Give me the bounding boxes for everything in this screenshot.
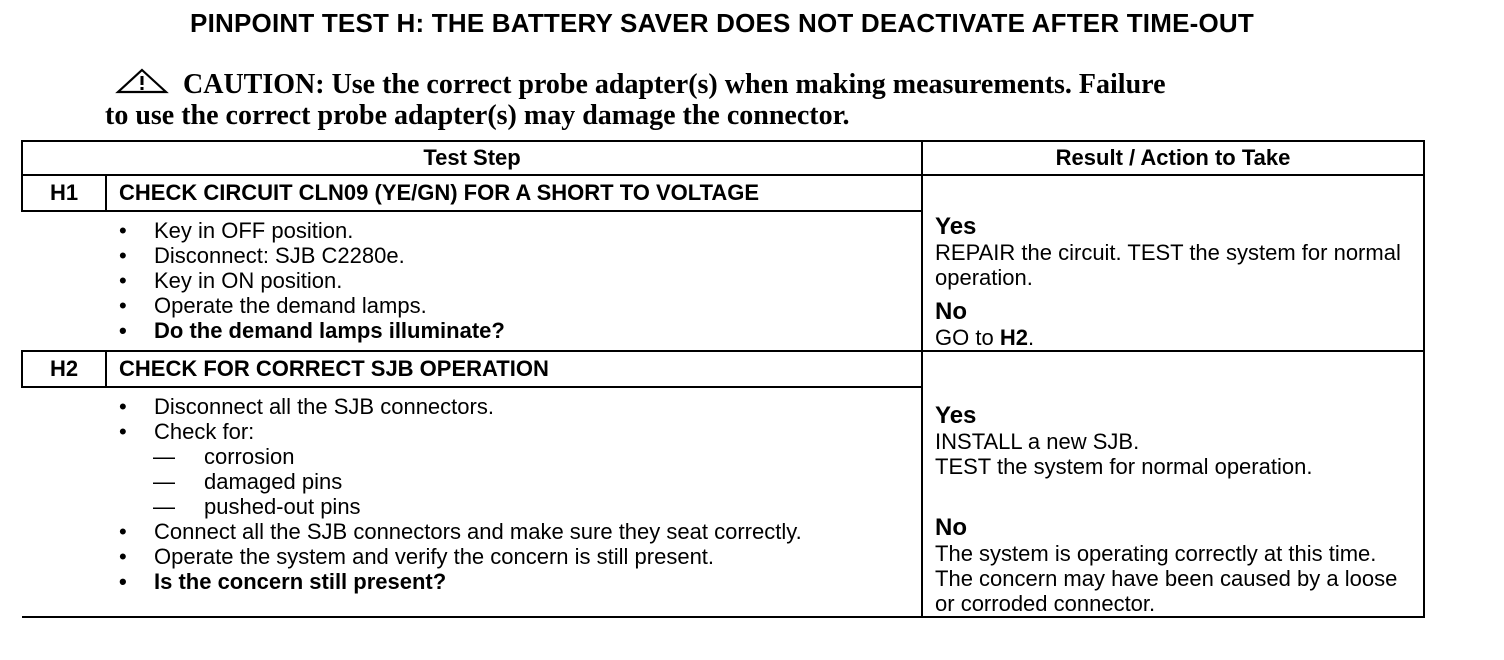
yes-label: Yes [935, 213, 977, 240]
no-action-suffix: . [1027, 325, 1035, 350]
page-title: PINPOINT TEST H: THE BATTERY SAVER DOES NOT DEACTIVATE AFTER TIME-OUT [190, 8, 1254, 38]
goto-step-link[interactable]: H2 [999, 325, 1028, 350]
check-item: — damaged pins [22, 469, 921, 494]
step-h1-actions [22, 211, 922, 351]
header-test-step: Test Step [22, 141, 922, 175]
list-item: • Key in OFF position. [22, 218, 921, 243]
yes-label: Yes [935, 402, 977, 429]
step-h2-title-row [22, 351, 1424, 387]
caution-note [105, 68, 1345, 131]
step-question: • Do the demand lamps illuminate? [22, 318, 921, 343]
list-item: • Connect all the SJB connectors and make sure they seat correctly. [22, 519, 921, 544]
list-item: • Operate the system and verify the concern is still present. [22, 544, 921, 569]
yes-action-line1: INSTALL a new SJB. [935, 429, 1140, 454]
pinpoint-test-table [21, 140, 1425, 618]
list-item: • Operate the demand lamps. [22, 293, 921, 318]
list-item: • Disconnect all the SJB connectors. [22, 394, 921, 419]
step-title: CHECK CIRCUIT CLN09 (YE/GN) FOR A SHORT TO VOLTAGE [106, 175, 922, 211]
no-label: No [935, 514, 968, 541]
step-h1-result [922, 175, 1424, 351]
check-item: — pushed-out pins [22, 494, 921, 519]
step-id: H2 [22, 351, 106, 387]
list-item: • Check for: [22, 419, 921, 444]
header-result-action: Result / Action to Take [922, 141, 1424, 175]
step-h2-result [922, 351, 1424, 617]
no-action-text: GO to [935, 325, 1000, 350]
step-title: CHECK FOR CORRECT SJB OPERATION [106, 351, 922, 387]
no-action [935, 325, 1413, 350]
yes-action-line2: TEST the system for normal operation. [935, 454, 1313, 479]
caution-label: CAUTION: [183, 69, 325, 100]
step-id: H1 [22, 175, 106, 211]
list-item: • Key in ON position. [22, 268, 921, 293]
warning-triangle-icon [115, 68, 169, 94]
no-action: The system is operating correctly at this time. The concern may have been caused by a loose or corroded connector. [935, 541, 1398, 616]
step-question: • Is the concern still present? [22, 569, 921, 594]
step-h2-actions [22, 387, 922, 617]
caution-text-line2: to use the correct probe adapter(s) may damage the connector. [105, 100, 850, 131]
caution-text-line1: Use the correct probe adapter(s) when making measurements. Failure [331, 69, 1166, 100]
yes-action: REPAIR the circuit. TEST the system for normal operation. [935, 240, 1401, 290]
list-item: • Disconnect: SJB C2280e. [22, 243, 921, 268]
check-item: — corrosion [22, 444, 921, 469]
step-h1-title-row [22, 175, 1424, 211]
table-header-row [22, 141, 1424, 175]
no-label: No [935, 298, 968, 325]
